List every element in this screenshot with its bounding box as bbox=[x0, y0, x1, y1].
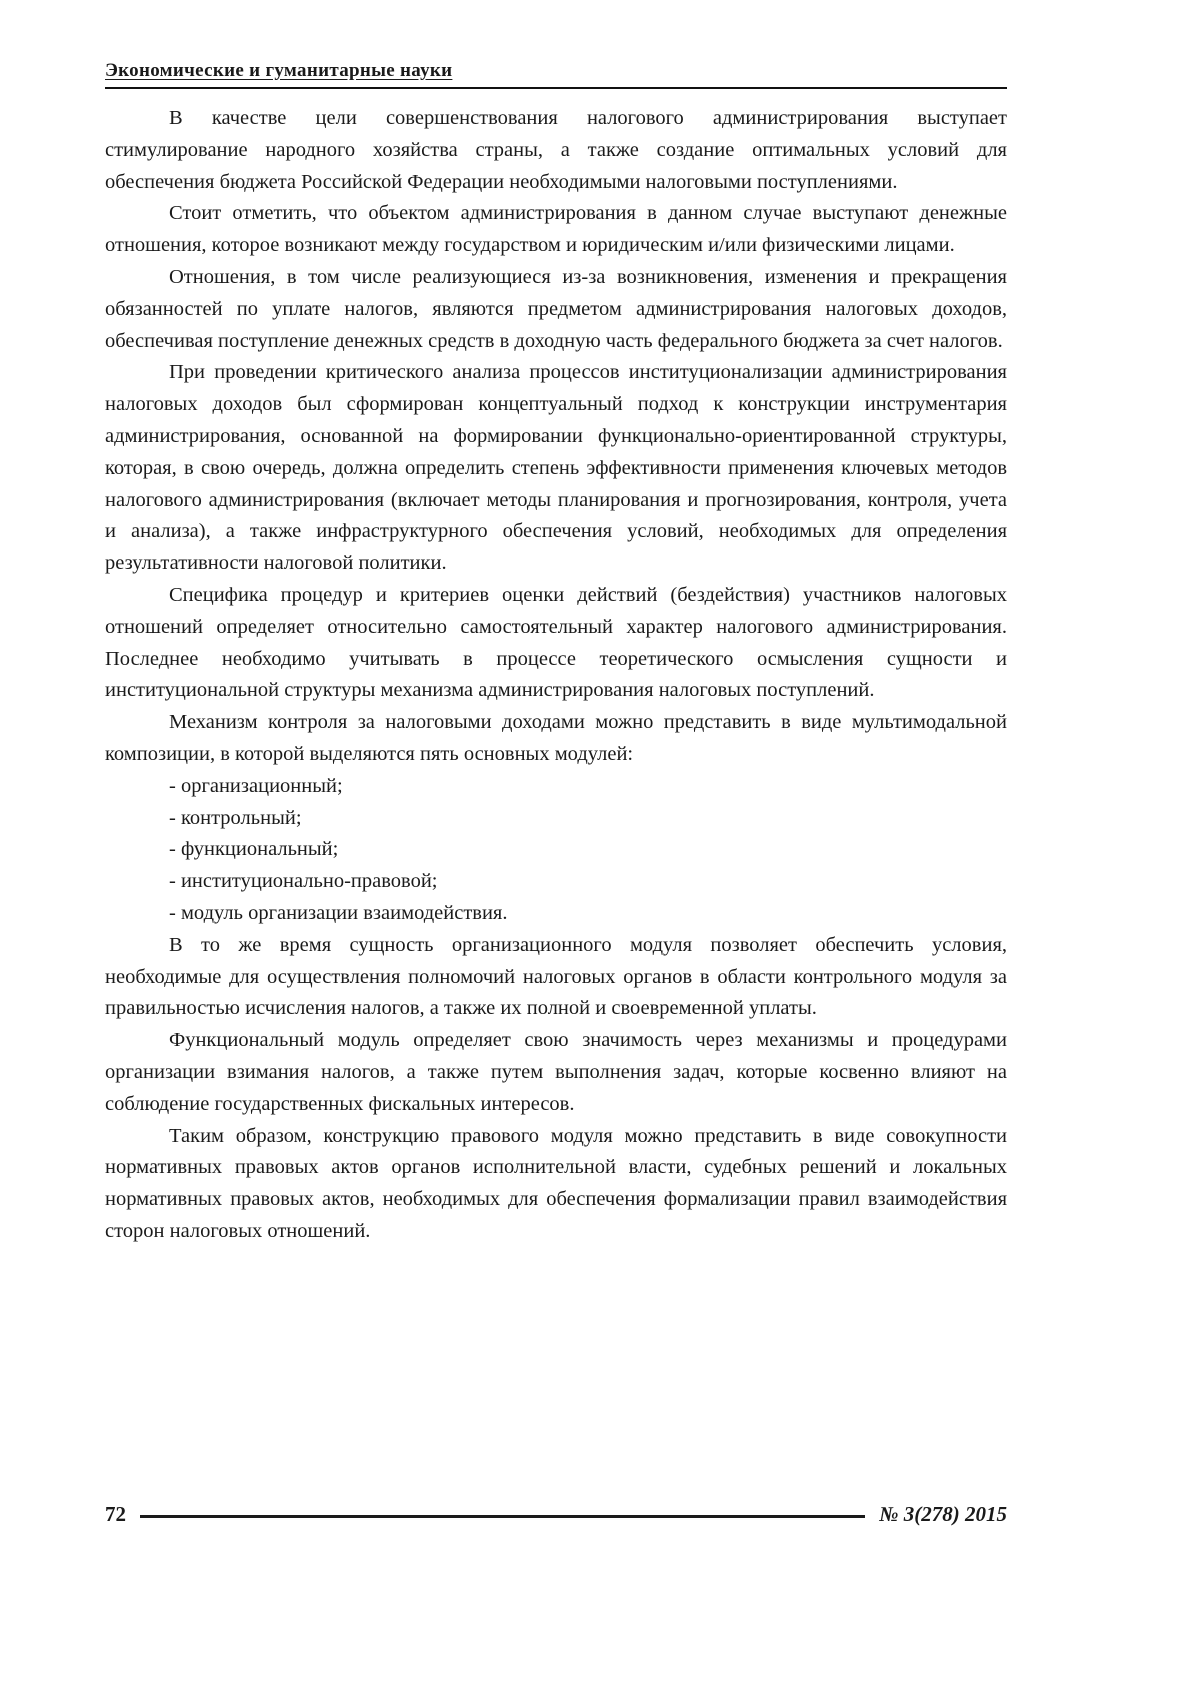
paragraph: При проведении критического анализа процессов институционализации администрирования налоговых доходов был сформирован концептуальный подход к конструкции инструментария администрирования, основанной на формировании функционально-ориентированной структуры, которая, в свою очередь, должна определить степень эффективности применения ключевых методов налогового администрирования (включает методы планирования и прогнозирования, контроля, учета и анализа), а также инфраструктурного обеспечения условий, необходимых для определения результативности налоговой политики. bbox=[105, 361, 1007, 575]
paragraph: Таким образом, конструкцию правового модуля можно представить в виде совокупности нормативных правовых актов органов исполнительной власти, судебных решений и локальных нормативных правовых актов, необходимых для обеспечения формализации правил взаимодействия сторон налоговых отношений. bbox=[105, 1124, 1007, 1242]
page-number: 72 bbox=[105, 1502, 126, 1526]
paragraph: Механизм контроля за налоговыми доходами можно представить в виде мультимодальной композиции, в которой выделяются пять основных модулей: bbox=[105, 711, 1007, 765]
list-item: - институционально-правовой; bbox=[169, 870, 438, 893]
paragraph: Специфика процедур и критериев оценки действий (бездействия) участников налоговых отношений определяет относительно самостоятельный характер налогового администрирования. Последнее необходимо учитывать в процессе теоретического осмысления сущности и институциональной структуры механизма администрирования налоговых поступлений. bbox=[105, 583, 1007, 702]
paragraph: Стоит отметить, что объектом администрирования в данном случае выступают денежные отношения, которое возникают между государством и юридическим и/или физическими лицами. bbox=[105, 202, 1007, 257]
list-item: - организационный; bbox=[169, 774, 343, 797]
paragraph: В качестве цели совершенствования налогового администрирования выступает стимулирование народного хозяйства страны, а также создание оптимальных условий для обеспечения бюджета Российской Федерации необходимыми налоговыми поступлениями. bbox=[105, 107, 1007, 193]
footer-rule bbox=[140, 1515, 865, 1518]
article-body bbox=[105, 103, 1007, 1248]
paragraph: Функциональный модуль определяет свою значимость через механизмы и процедурами организации взимания налогов, а также путем выполнения задач, которые косвенно влияют на соблюдение государственных фискальных интересов. bbox=[105, 1029, 1007, 1115]
content-column bbox=[105, 60, 1007, 1248]
issue-label: № 3(278) 2015 bbox=[879, 1502, 1007, 1526]
list-item: - контрольный; bbox=[169, 806, 302, 829]
page-footer bbox=[105, 1502, 1007, 1527]
paragraph: Отношения, в том числе реализующиеся из-за возникновения, изменения и прекращения обязанностей по уплате налогов, являются предметом администрирования налоговых доходов, обеспечивая поступление денежных средств в доходную часть федерального бюджета за счет налогов. bbox=[105, 265, 1007, 352]
page-header bbox=[105, 60, 1007, 89]
list-item: - модуль организации взаимодействия. bbox=[169, 901, 508, 924]
journal-title: Экономические и гуманитарные науки bbox=[105, 60, 453, 81]
list-item: - функциональный; bbox=[169, 838, 339, 861]
paragraph: В то же время сущность организационного модуля позволяет обеспечить условия, необходимые для осуществления полномочий налоговых органов в области контрольного модуля за правильностью исчисления налогов, а также их полной и своевременной уплаты. bbox=[105, 933, 1007, 1020]
